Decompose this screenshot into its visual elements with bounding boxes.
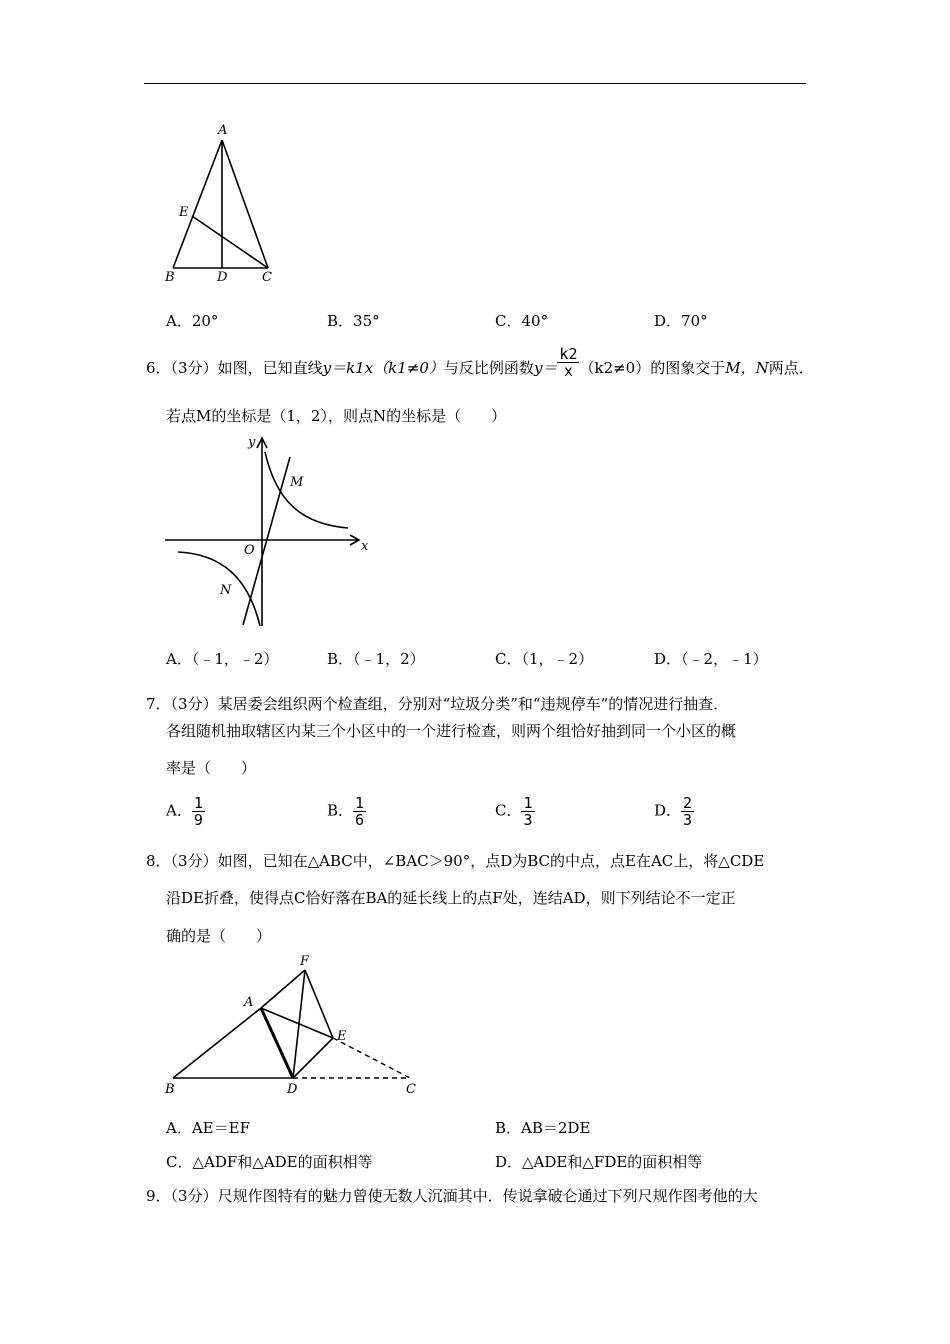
q8-option-b: B．AB＝2DE bbox=[495, 1119, 591, 1137]
q7-line3: 率是（ ） bbox=[166, 759, 257, 777]
q8-label-e: E bbox=[337, 1029, 347, 1044]
q7-line2: 各组随机抽取辖区内某三个小区中的一个进行检查，则两个组恰好抽到同一个小区的概 bbox=[166, 722, 737, 740]
q7-b-den: 6 bbox=[355, 811, 365, 829]
q5-label-a: A bbox=[218, 123, 228, 138]
q5-label-b: B bbox=[165, 270, 175, 285]
q6-frac-den: x bbox=[557, 362, 579, 379]
q7-option-a: A． $\frac{1}{9}$ bbox=[166, 794, 203, 829]
q8-label-d: D bbox=[287, 1082, 298, 1095]
q8-label-a: A bbox=[244, 995, 254, 1010]
q8-label-b: B bbox=[165, 1082, 175, 1095]
q7-d-den: 3 bbox=[683, 811, 693, 829]
q5-label-e: E bbox=[179, 205, 189, 220]
q6-label-o: O bbox=[244, 543, 255, 558]
header-rule bbox=[144, 83, 806, 84]
q6-line1: 6．（3分）如图，已知直线y＝k1x（k1≠0）与反比例函数y＝ $\frac{k2}{x}$ （k2≠0）的图象交于M，N两点． bbox=[146, 344, 814, 380]
q8-line1: 8．（3分）如图，已知在△ABC中，∠BAC＞90°，点D为BC的中点，点E在AC上，将△CDE bbox=[146, 852, 765, 870]
q7-b-num: 1 bbox=[355, 794, 365, 812]
q6-option-a: A．（﹣1，﹣2） bbox=[166, 650, 279, 668]
q6-label-n: N bbox=[220, 583, 232, 598]
q6-frac-num: k2 bbox=[559, 344, 578, 363]
q8-option-c: C．△ADF和△ADE的面积相等 bbox=[166, 1153, 373, 1171]
q5-option-c: C．40° bbox=[495, 312, 549, 330]
q6-number: 6． bbox=[146, 359, 171, 377]
q7-line1: 7．（3分）某居委会组织两个检查组，分别对“垃圾分类”和“违规停车”的情况进行抽查． bbox=[146, 695, 729, 713]
q8-option-a: A．AE＝EF bbox=[166, 1119, 250, 1137]
q8-fold-figure bbox=[160, 950, 430, 1095]
q5-option-a: A．20° bbox=[166, 312, 219, 330]
q5-option-b: B．35° bbox=[327, 312, 380, 330]
q5-option-d: D．70° bbox=[654, 312, 708, 330]
q8-label-c: C bbox=[406, 1082, 416, 1095]
q7-a-den: 9 bbox=[193, 811, 203, 829]
q6-text-b: 与反比例函数 bbox=[443, 359, 534, 377]
q6-fraction bbox=[557, 346, 579, 379]
q5-triangle-figure bbox=[160, 118, 290, 288]
q6-label-y: y bbox=[248, 435, 256, 450]
q8-label-f: F bbox=[300, 954, 310, 969]
q8-line3: 确的是（ ） bbox=[166, 927, 272, 945]
q8-option-d: D．△ADE和△FDE的面积相等 bbox=[495, 1153, 703, 1171]
q6-option-b: B．（﹣1，2） bbox=[327, 650, 425, 668]
q6-score: （3分） bbox=[170, 359, 218, 377]
q6-graph-figure bbox=[160, 430, 380, 630]
q6-points-mn: M，N bbox=[725, 359, 769, 377]
q7-option-d: D． $\frac{2}{3}$ bbox=[654, 794, 693, 829]
q7-a-num: 1 bbox=[193, 794, 203, 812]
q7-c-num: 1 bbox=[523, 794, 533, 812]
q5-label-c: C bbox=[262, 270, 272, 285]
q6-text-a: 如图，已知直线 bbox=[217, 359, 323, 377]
q6-option-d: D．（﹣2，﹣1） bbox=[654, 650, 768, 668]
q9-line1: 9．（3分）尺规作图特有的魅力曾使无数人沉湎其中．传说拿破仑通过下列尺规作图考他的大 bbox=[146, 1187, 758, 1205]
q6-text-d: 两点． bbox=[768, 359, 814, 377]
q6-option-c: C．（1，﹣2） bbox=[495, 650, 594, 668]
q8-line2: 沿DE折叠，使得点C恰好落在BA的延长线上的点F处，连结AD，则下列结论不一定正 bbox=[166, 889, 736, 907]
q5-label-d: D bbox=[217, 270, 228, 285]
q7-option-b: B． $\frac{1}{6}$ bbox=[327, 794, 365, 829]
q6-line-equation: y＝k1x（k1≠0） bbox=[322, 359, 444, 377]
q7-d-num: 2 bbox=[683, 794, 693, 812]
q6-line2: 若点M的坐标是（1，2），则点N的坐标是（ ） bbox=[166, 407, 507, 425]
q6-label-x: x bbox=[361, 539, 369, 554]
q7-option-c: C． $\frac{1}{3}$ bbox=[495, 794, 533, 829]
q6-label-m: M bbox=[290, 475, 304, 490]
q6-text-c: （k2≠0）的图象交于 bbox=[579, 359, 726, 377]
q7-c-den: 3 bbox=[523, 811, 533, 829]
